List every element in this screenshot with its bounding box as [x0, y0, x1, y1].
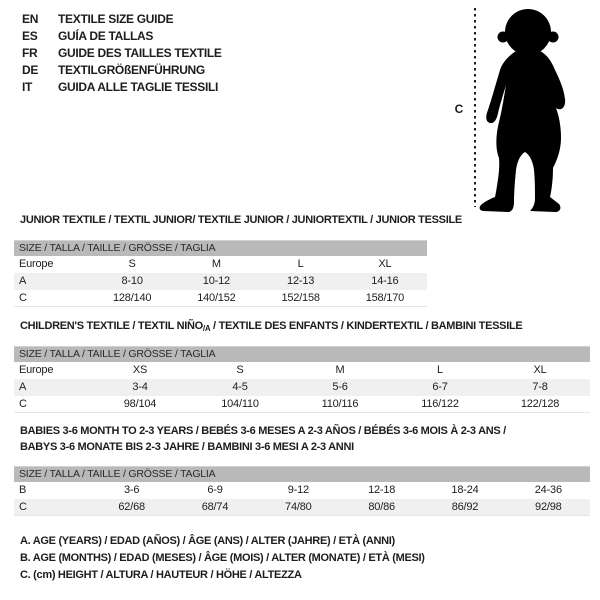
table-row — [14, 290, 427, 307]
lang-label-es: GUÍA DE TALLAS — [58, 29, 154, 43]
cell: 86/92 — [423, 499, 506, 516]
cell: 10-12 — [174, 273, 258, 290]
children-title-pre: CHILDREN'S TEXTILE / TEXTIL NIÑO — [20, 320, 203, 332]
measurement-legend — [20, 533, 425, 584]
lang-code-it: IT — [22, 80, 33, 94]
cell: 8-10 — [90, 273, 174, 290]
lang-code-de: DE — [22, 63, 39, 77]
row-label: A — [14, 379, 90, 396]
row-label: C — [19, 397, 27, 410]
cell: 12-13 — [259, 273, 343, 290]
lang-row-fr — [22, 45, 222, 62]
babies-table-header-row — [14, 467, 590, 482]
cell: S — [128, 258, 136, 270]
cell: M — [211, 258, 221, 270]
lang-label-de: TEXTILGRÖßENFÜHRUNG — [58, 63, 205, 77]
table-row — [14, 379, 590, 396]
row-label: C — [14, 499, 90, 516]
row-label: Europe — [19, 364, 54, 376]
cell: 92/98 — [507, 499, 590, 516]
lang-row-es — [22, 28, 222, 45]
table-row — [14, 256, 427, 273]
baby-silhouette — [480, 9, 566, 212]
cell: 5-6 — [290, 379, 390, 396]
cell: 122/128 — [520, 397, 560, 410]
cell: 68/74 — [173, 499, 256, 516]
cell: 62/68 — [90, 499, 173, 516]
junior-size-table — [14, 240, 427, 307]
cell: 7-8 — [490, 379, 590, 396]
lang-code-es: ES — [22, 29, 38, 43]
junior-size-header: SIZE / TALLA / TAILLE / GRÖSSE / TAGLIA — [14, 241, 427, 256]
cell: 3-6 — [124, 484, 140, 496]
cell: L — [437, 364, 443, 376]
children-size-header: SIZE / TALLA / TAILLE / GRÖSSE / TAGLIA — [14, 347, 590, 362]
table-row — [14, 499, 590, 516]
cell: 14-16 — [343, 273, 427, 290]
table-row — [14, 362, 590, 379]
lang-label-en: TEXTILE SIZE GUIDE — [58, 12, 174, 26]
babies-size-header: SIZE / TALLA / TAILLE / GRÖSSE / TAGLIA — [14, 467, 590, 482]
height-c-label: C — [454, 102, 464, 116]
cell: XL — [378, 258, 392, 270]
cell: 4-5 — [190, 379, 290, 396]
cell: 80/86 — [340, 499, 423, 516]
children-size-table — [14, 346, 590, 413]
table-row — [14, 482, 590, 499]
cell: M — [335, 364, 345, 376]
children-table-header-row — [14, 347, 590, 362]
lang-label-fr: GUIDE DES TAILLES TEXTILE — [58, 46, 222, 60]
cell: 12-18 — [368, 484, 396, 496]
cell: 18-24 — [451, 484, 479, 496]
cell: 140/152 — [197, 291, 236, 304]
lang-row-en — [22, 11, 222, 28]
babies-title-line2: BABYS 3-6 MONATE BIS 2-3 JAHRE / BAMBINI 3-6 MESI A 2-3 ANNI — [20, 441, 354, 453]
babies-section-title — [20, 423, 506, 455]
junior-section-title: JUNIOR TEXTILE / TEXTIL JUNIOR/ TEXTILE JUNIOR / JUNIORTEXTIL / JUNIOR TESSILE — [20, 214, 462, 226]
table-row — [14, 273, 427, 290]
children-title-post: / TEXTILE DES ENFANTS / KINDERTEXTIL / BAMBINI TESSILE — [210, 320, 523, 332]
cell: 110/116 — [321, 397, 359, 410]
cell: L — [297, 258, 304, 270]
junior-table-header-row — [14, 241, 427, 256]
cell: 116/122 — [421, 397, 459, 410]
children-section-title — [20, 318, 522, 337]
lang-row-it — [22, 79, 222, 96]
row-label: A — [14, 273, 90, 290]
cell: 74/80 — [257, 499, 340, 516]
cell: XS — [132, 364, 148, 376]
language-list — [22, 11, 222, 96]
legend-c: C. (cm) HEIGHT / ALTURA / HAUTEUR / HÖHE / ALTEZZA — [20, 569, 302, 581]
lang-row-de — [22, 62, 222, 79]
cell: 158/170 — [365, 291, 405, 304]
legend-a: A. AGE (YEARS) / EDAD (AÑOS) / ÂGE (ANS) / ALTER (JAHRE) / ETÀ (ANNI) — [20, 535, 395, 547]
lang-code-en: EN — [22, 12, 39, 26]
table-row — [14, 396, 590, 413]
cell: 6-9 — [207, 484, 223, 496]
cell: 9-12 — [287, 484, 309, 496]
lang-code-fr: FR — [22, 46, 38, 60]
cell: 6-7 — [390, 379, 490, 396]
legend-b: B. AGE (MONTHS) / EDAD (MESES) / ÂGE (MOIS) / ALTER (MONATE) / ETÀ (MESI) — [20, 552, 425, 564]
cell: 3-4 — [90, 379, 190, 396]
cell: 152/158 — [281, 291, 320, 304]
size-figure — [440, 0, 600, 215]
row-label: C — [19, 291, 27, 304]
row-label: B — [19, 484, 27, 496]
children-title-sub: /A — [202, 324, 211, 333]
babies-title-line1: BABIES 3-6 MONTH TO 2-3 YEARS / BEBÉS 3-6 MESES A 2-3 AÑOS / BÉBÉS 3-6 MOIS À 2-3 ANS / — [20, 425, 506, 437]
cell: XL — [533, 364, 547, 376]
cell: 104/110 — [221, 397, 259, 410]
babies-size-table — [14, 466, 590, 516]
lang-label-it: GUIDA ALLE TAGLIE TESSILI — [58, 80, 219, 94]
cell: 24-36 — [534, 484, 562, 496]
cell: 128/140 — [112, 291, 152, 304]
cell: S — [236, 364, 244, 376]
row-label: Europe — [19, 258, 54, 270]
cell: 98/104 — [123, 397, 157, 410]
